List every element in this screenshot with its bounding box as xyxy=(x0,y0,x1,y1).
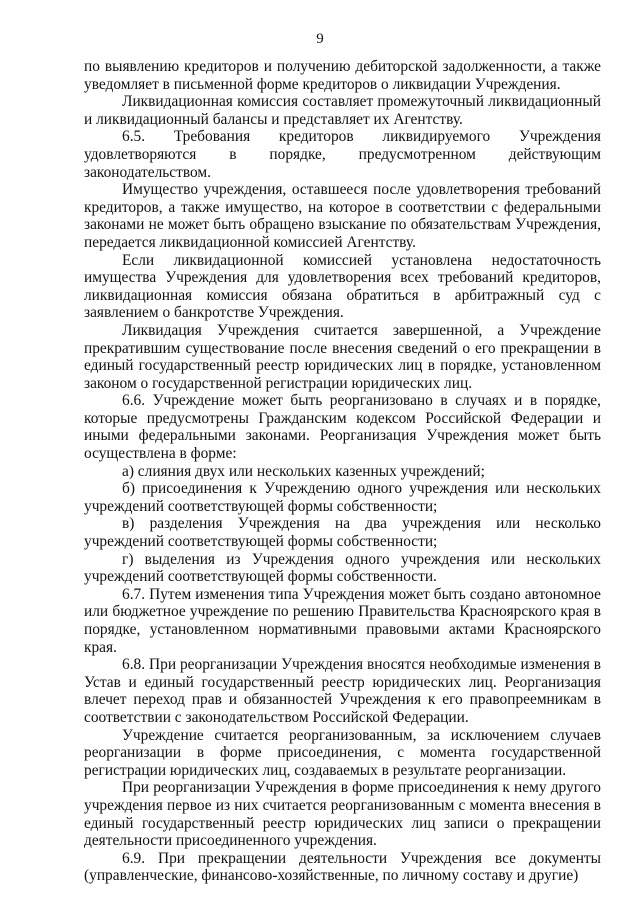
list-item-a: а) слияния двух или нескольких казенных учреждений; xyxy=(122,462,485,480)
list-item-g: г) выделения из Учреждения одного учреждения или нескольких учреждений соответствующей формы собственности. xyxy=(84,550,601,586)
paragraph-continuation: по выявлению кредиторов и получению дебиторской задолженности, а также уведомляет в письменной форме кредиторов о ликвидации Учреждения. xyxy=(84,58,601,93)
paragraph: Если ликвидационной комиссией установлена недостаточность имущества Учреждения для удовлетворения всех требований кредиторов, ликвидационная комиссия обязана обратиться в арбитражный суд с заявлением о банкротстве Учреждения. xyxy=(84,251,601,322)
paragraph: Имущество учреждения, оставшееся после удовлетворения требований кредиторов, а также имущество, на которое в соответствии с федеральными законами не может быть обращено взыскание по обязательствам Учреждения, передается ликвидационной комиссией Агентству. xyxy=(84,181,601,251)
paragraph-6-6: 6.6. Учреждение может быть реорганизовано в случаях и в порядке, которые предусмотрены Гражданским кодексом Российской Федерации и иными федеральными законами. Реорганизация Учреждения может быть осуществлена в форме: xyxy=(84,392,601,463)
list-item-v: в) разделения Учреждения на два учреждения или несколько учреждений соответствующей формы собственности; xyxy=(84,515,601,551)
paragraph-6-7: 6.7. Путем изменения типа Учреждения может быть создано автономное или бюджетное учреждение по решению Правительства Красноярского края в порядке, установленном нормативными правовыми актами Красноярского края. xyxy=(84,585,601,656)
paragraph-6-9: 6.9. При прекращении деятельности Учреждения все документы (управленческие, финансово-хозяйственные, по личному составу и другие) xyxy=(84,849,601,885)
paragraph: Ликвидационная комиссия составляет промежуточный ликвидационный и ликвидационный балансы и представляет их Агентству. xyxy=(84,93,601,128)
document-body xyxy=(84,58,601,885)
paragraph: Ликвидация Учреждения считается завершенной, а Учреждение прекратившим существование после внесения сведений о его прекращении в единый государственный реестр юридических лиц в порядке, установленном законом о государственной регистрации юридических лиц. xyxy=(84,321,601,392)
list-item-b: б) присоединения к Учреждению одного учреждения или нескольких учреждений соответствующей формы собственности; xyxy=(84,480,601,515)
paragraph: Учреждение считается реорганизованным, за исключением случаев реорганизации в форме присоединения, с момента государственной регистрации юридических лиц, создаваемых в результате реорганизации. xyxy=(84,726,601,779)
paragraph-6-5: 6.5. Требования кредиторов ликвидируемого Учреждения удовлетворяются в порядке, предусмотренном действующим законодательством. xyxy=(84,128,601,181)
paragraph: При реорганизации Учреждения в форме присоединения к нему другого учреждения первое из них считается реорганизованным с момента внесения в единый государственный реестр юридических лиц записи о прекращении деятельности присоединенного учреждения. xyxy=(84,779,601,850)
page-number: 9 xyxy=(316,31,324,47)
paragraph-6-8: 6.8. При реорганизации Учреждения вносятся необходимые изменения в Устав и единый государственный реестр юридических лиц. Реорганизация влечет переход прав и обязанностей Учреждения к его правопреемникам в соответствии с законодательством Российской Федерации. xyxy=(84,656,601,726)
